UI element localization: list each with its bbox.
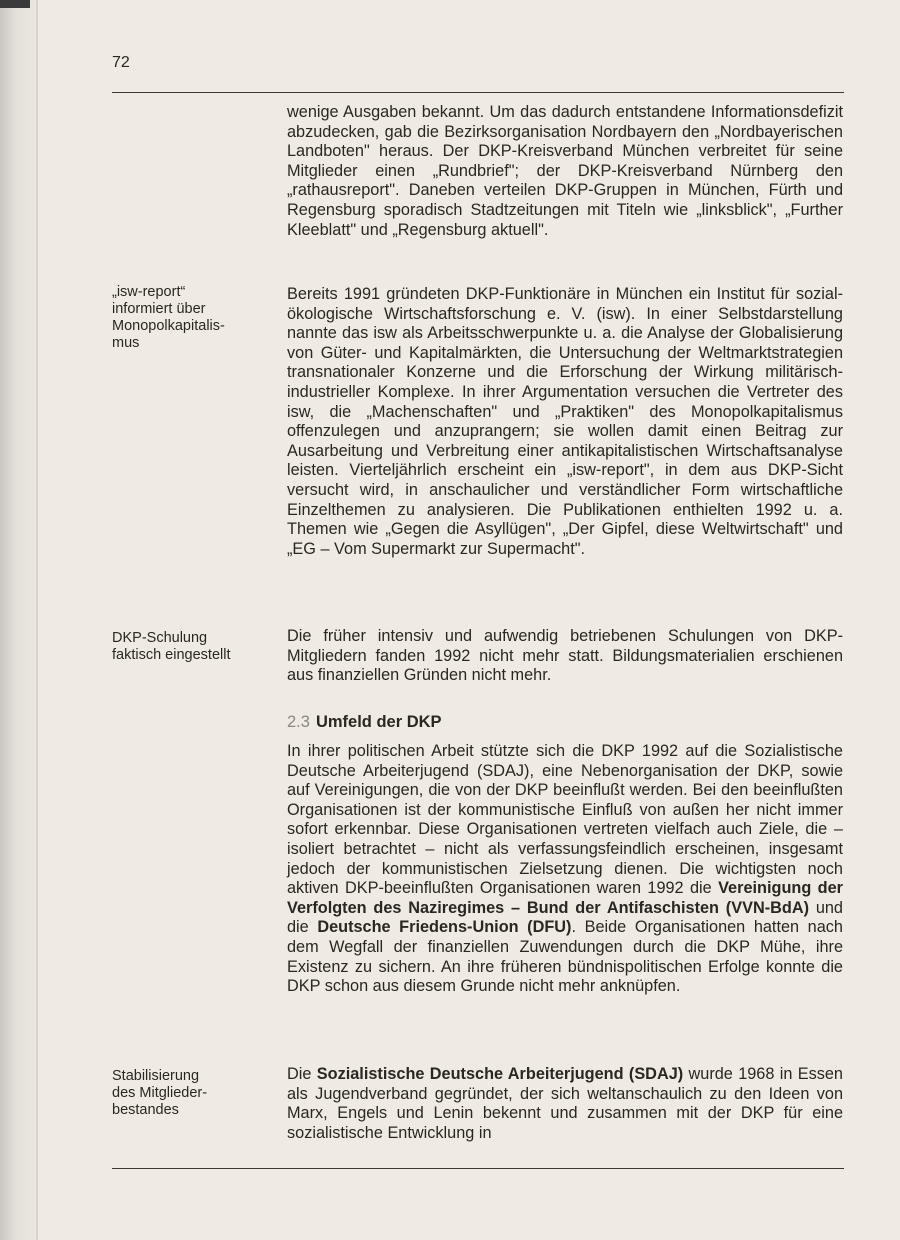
section-number: 2.3 bbox=[287, 713, 310, 731]
paragraph-2-block bbox=[287, 285, 843, 559]
margin-note-stabilisierung bbox=[112, 1068, 262, 1119]
paragraph-3-block bbox=[287, 627, 843, 686]
margin-note-isw-report bbox=[112, 284, 262, 352]
paragraph-4-bold-dfu: Deutsche Friedens-Union (DFU) bbox=[317, 918, 572, 937]
margin-note-line: Monopolkapitalis- bbox=[112, 318, 225, 334]
paragraph-5-text-a: Die bbox=[287, 1065, 317, 1083]
paragraph-2: Bereits 1991 gründeten DKP-Funktionäre in München ein Institut für sozial-ökologische Wirtschaftsforschung e. V. (isw). In einer Selbstdarstellung nannte das isw als Arbeitsschwerpunkte u. a. die Analyse der Globalisierung von Güter- und Kapitalmärkten, die Untersuchung der Weltmarktstrategien transnationaler Konzerne und die Erforschung der Wirkung militärisch-industrieller Komplexe. In ihrer Argumentation versuchen die Vertreter des isw, die „Machenschaften" und „Praktiken" des Monopolkapitalismus offenzulegen und anzuprangern; sie wollen damit einen Beitrag zur Ausarbeitung und Verbreitung einer antikapitalistischen Wirtschaftsanalyse leisten. Vierteljährlich erscheint ein „isw-report", in dem aus DKP-Sicht versucht wird, in anschaulicher und verständlicher Form wirtschaftliche Einzelthemen zu analysieren. Die Publikationen enthielten 1992 u. a. Themen wie „Gegen die Asyllügen", „Der Gipfel, diese Weltwirtschaft" und „EG – Vom Supermarkt zur Supermacht". bbox=[287, 285, 843, 558]
section-heading bbox=[287, 712, 442, 732]
paragraph-4 bbox=[287, 742, 843, 997]
margin-note-dkp-schulung bbox=[112, 630, 262, 664]
paragraph-1: wenige Ausgaben bekannt. Um das dadurch entstandene Informationsdefizit abzudecken, gab die Bezirksorganisation Nordbayern den „Nordbayerischen Landboten" heraus. Der DKP-Kreisverband München verbreitet für seine Mitglieder einen „Rundbrief"; der DKP-Kreisverband Nürnberg den „rathausreport". Daneben verteilen DKP-Gruppen in München, Fürth und Regensburg sporadisch Stadtzeitungen mit Titeln wie „linksblick", „Further Kleeblatt" und „Regensburg aktuell". bbox=[287, 103, 843, 239]
footer-rule bbox=[112, 1168, 844, 1169]
paragraph-5-text-b: wurde 1968 in Essen als Jugendverband gegründet, der sich weltanschaulich zu den Ideen von Marx, Engels und Lenin bekennt und zusammen mit der DKP für eine sozialistische Entwicklung in bbox=[287, 1065, 843, 1142]
margin-note-line: DKP-Schulung bbox=[112, 630, 208, 646]
paragraph-4-block bbox=[287, 742, 843, 997]
paragraph-3: Die früher intensiv und aufwendig betriebenen Schulungen von DKP-Mitgliedern fanden 1992 nicht mehr statt. Bildungsmaterialien erschienen aus finanziellen Gründen nicht mehr. bbox=[287, 627, 843, 685]
margin-note-line: mus bbox=[112, 335, 140, 351]
binding-shadow bbox=[36, 0, 38, 1240]
page-number: 72 bbox=[112, 54, 130, 71]
margin-note-line: faktisch eingestellt bbox=[112, 647, 231, 663]
paragraph-4-text-c: . Beide Organisationen hatten nach dem Wegfall der finanziellen Zuwendungen durch die DKP Mühe, ihre Existenz zu sichern. An ihre früheren bündnispolitischen Erfolge konnte die DKP schon aus diesem Grunde nicht mehr anknüpfen. bbox=[287, 918, 843, 996]
margin-note-line: „isw-report“ bbox=[112, 284, 186, 300]
page-binding bbox=[0, 0, 36, 1240]
paragraph-5 bbox=[287, 1065, 843, 1143]
margin-note-line: informiert über bbox=[112, 301, 206, 317]
paragraph-4-text-b: und die bbox=[287, 898, 843, 937]
paragraph-4-bold-vvn: Vereinigung der Verfolgten des Naziregimes – Bund der Antifaschisten (VVN-BdA) bbox=[287, 879, 843, 917]
header-rule bbox=[112, 92, 844, 93]
paragraph-4-text-a: In ihrer politischen Arbeit stützte sich die DKP 1992 auf die Sozialistische Deutsche Arbeiterjugend (SDAJ), eine Nebenorganisation der DKP, sowie auf Vereinigungen, die von der DKP beeinflußt werden. Bei den beeinflußten Organisationen ist der kommunistische Einfluß von außen her nicht immer sofort erkennbar. Diese Organisationen vertreten vielfach auch Ziele, die – isoliert betrachtet – nicht als verfassungsfeindlich erscheinen, insgesamt jedoch der kommunistischen Zielsetzung dienen. Die wichtigsten noch aktiven DKP-beeinflußten Organisationen waren 1992 die bbox=[287, 742, 843, 898]
paragraph-5-bold-sdaj: Sozialistische Deutsche Arbeiterjugend (SDAJ) bbox=[316, 1065, 684, 1083]
binding-top-edge bbox=[0, 0, 30, 8]
paragraph-5-block bbox=[287, 1065, 843, 1143]
margin-note-line: des Mitglieder- bbox=[112, 1085, 208, 1101]
section-title: Umfeld der DKP bbox=[315, 713, 442, 731]
margin-note-line: bestandes bbox=[112, 1102, 179, 1118]
margin-note-line: Stabilisierung bbox=[112, 1068, 200, 1084]
paragraph-1-block bbox=[287, 103, 843, 240]
